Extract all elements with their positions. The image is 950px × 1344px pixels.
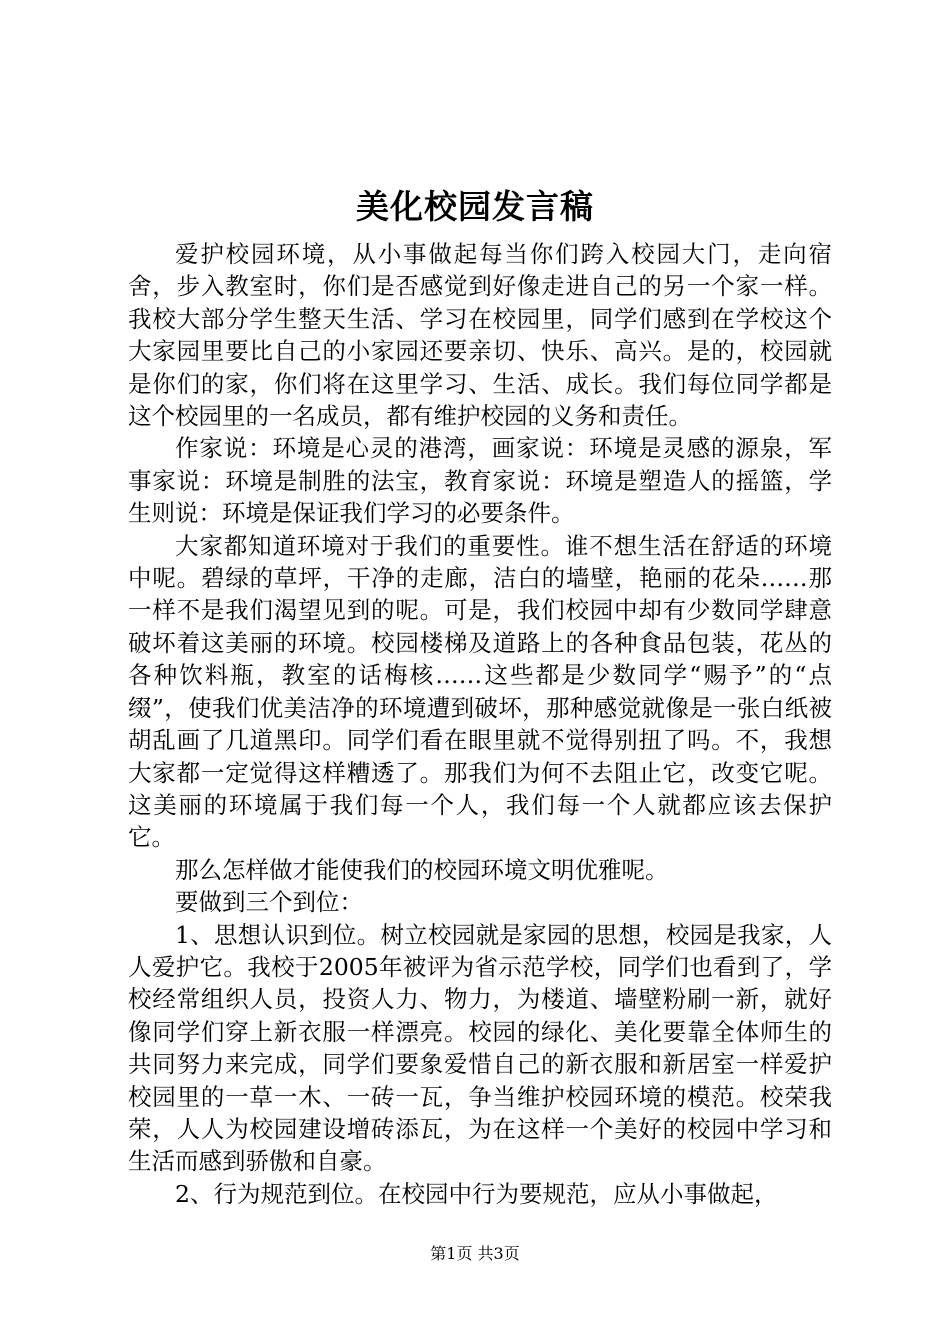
- paragraph: 那么怎样做才能使我们的校园环境文明优雅呢。: [175, 855, 669, 884]
- paragraph: 大家都知道环境对于我们的重要性。谁不想生活在舒适的环境中呢。碧绿的草坪，干净的走廊，洁白的墙壁，艳丽的花朵……那一样不是我们渴望见到的呢。可是，我们校园中却有少数同学肆意破坏着这美丽的环境。校园楼梯及道路上的各种食品包装，花丛的各种饮料瓶，教室的话梅核……这些都是少数同学“赐予”的“点缀”，使我们优美洁净的环境遭到破坏，那种感觉就像是一张白纸被胡乱画了几道黑印。同学们看在眼里就不觉得别扭了吗。不，我想大家都一定觉得这样糟透了。那我们为何不去阻止它，改变它呢。这美丽的环境属于我们每一个人，我们每一个人就都应该去保护它。: [128, 531, 832, 852]
- paragraph: 1、思想认识到位。树立校园就是家园的思想，校园是我家，人人爱护它。我校于2005年被评为省示范学校，同学们也看到了，学校经常组织人员，投资人力、物力，为楼道、墙壁粉刷一新，就好像同学们穿上新衣服一样漂亮。校园的绿化、美化要靠全体师生的共同努力来完成，同学们要象爱惜自己的新衣服和新居室一样爱护校园里的一草一木、一砖一瓦，争当维护校园环境的模范。校荣我荣，人人为校园建设增砖添瓦，为在这样一个美好的校园中学习和生活而感到骄傲和自豪。: [128, 920, 832, 1176]
- paragraph: 要做到三个到位：: [175, 888, 363, 917]
- paragraph: 爱护校园环境，从小事做起每当你们跨入校园大门，走向宿舍，步入教室时，你们是否感觉到好像走进自己的另一个家一样。我校大部分学生整天生活、学习在校园里，同学们感到在学校这个大家园里要比自己的小家园还要亲切、快乐、高兴。是的，校园就是你们的家，你们将在这里学习、生活、成长。我们每位同学都是这个校园里的一名成员，都有维护校园的义务和责任。: [128, 240, 832, 431]
- page-number-footer: 第1页 共3页: [430, 1244, 520, 1263]
- document-body: [128, 238, 832, 1210]
- paragraph: 作家说：环境是心灵的港湾，画家说：环境是灵感的源泉，军事家说：环境是制胜的法宝，教育家说：环境是塑造人的摇篮，学生则说：环境是保证我们学习的必要条件。: [128, 434, 832, 528]
- paragraph: 2、行为规范到位。在校园中行为要规范，应从小事做起，: [175, 1179, 778, 1208]
- document-title: 美化校园发言稿: [356, 187, 594, 226]
